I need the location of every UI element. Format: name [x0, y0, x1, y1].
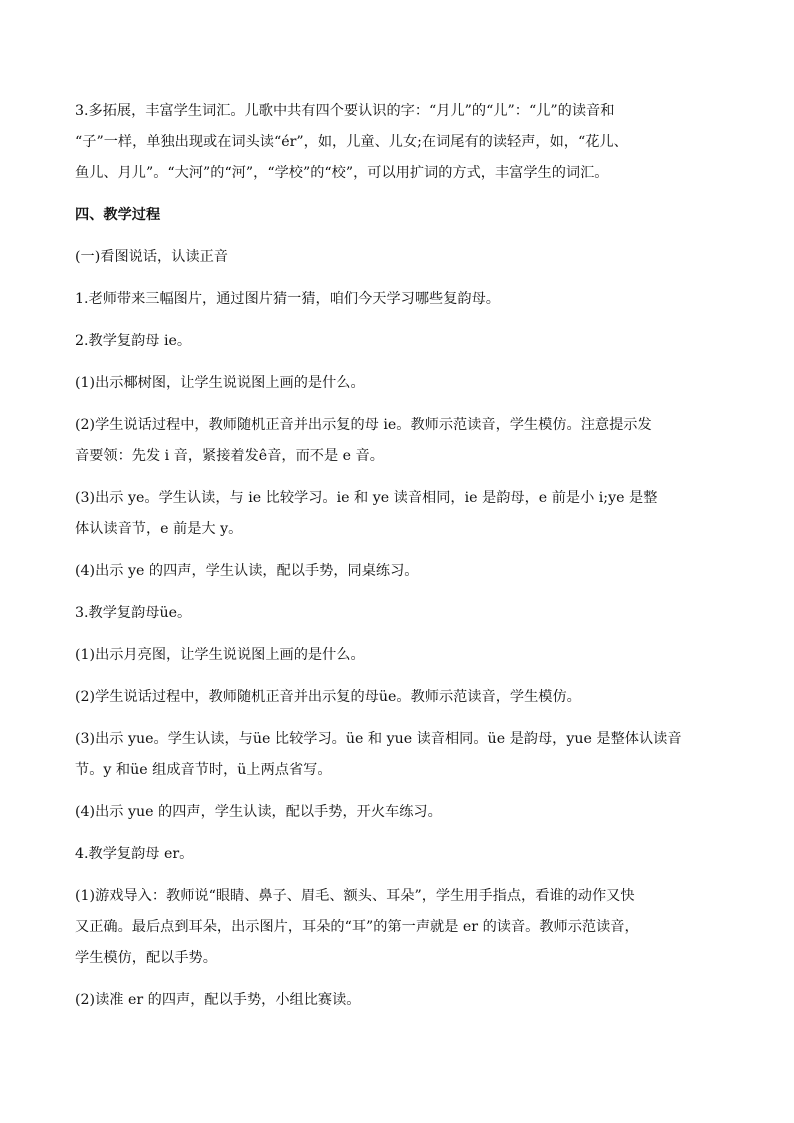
section-heading: [75, 200, 725, 231]
text-line: (1)出示月亮图，让学生说说图上画的是什么。: [75, 647, 365, 663]
paragraph: [75, 797, 725, 828]
paragraph: [75, 724, 725, 786]
document-page: [75, 96, 725, 1027]
text-line: 音要领：先发 i 音，紧接着发ê音，而不是 e 音。: [75, 448, 384, 464]
paragraph: [75, 556, 725, 587]
paragraph: [75, 483, 725, 545]
paragraph: [75, 410, 725, 472]
text-line: 体认读音节，e 前是大 y。: [75, 521, 243, 537]
paragraph: [75, 326, 725, 357]
paragraph: [75, 368, 725, 399]
text-line: (一)看图说话，认读正音: [75, 249, 228, 265]
text-line: (1)出示椰树图，让学生说说图上画的是什么。: [75, 375, 365, 391]
paragraph: [75, 640, 725, 671]
text-line: (2)学生说话过程中，教师随机正音并出示复的母üe。教师示范读音，学生模仿。: [75, 689, 581, 705]
paragraph: [75, 839, 725, 870]
text-line: 鱼儿、月儿”。“大河”的“河”，“学校”的“校”，可以用扩词的方式，丰富学生的词汇。: [75, 165, 609, 181]
paragraph: [75, 96, 725, 189]
text-line: 四、教学过程: [75, 207, 161, 223]
text-line: (2)读准 er 的四声，配以手势，小组比赛读。: [75, 992, 361, 1008]
paragraph: [75, 284, 725, 315]
text-line: 节。y 和üe 组成音节时，ü上两点省写。: [75, 762, 332, 778]
text-line: 学生模仿，配以手势。: [75, 950, 217, 966]
text-line: (2)学生说话过程中，教师随机正音并出示复的母 ie。教师示范读音，学生模仿。注意提示发: [75, 417, 652, 433]
paragraph: [75, 985, 725, 1016]
text-line: (1)游戏导入：教师说“眼睛、鼻子、眉毛、额头、耳朵”，学生用手指点，看谁的动作又快: [75, 888, 635, 904]
text-line: (4)出示 yue 的四声，学生认读，配以手势，开火车练习。: [75, 804, 442, 820]
text-line: 3.多拓展，丰富学生词汇。儿歌中共有四个要认识的字：“月儿”的“儿”：“儿”的读音和: [75, 103, 615, 119]
text-line: 1.老师带来三幅图片，通过图片猜一猜，咱们今天学习哪些复韵母。: [75, 291, 500, 307]
paragraph: [75, 682, 725, 713]
text-line: (3)出示 yue。学生认读，与üe 比较学习。üe 和 yue 读音相同。üe 是韵母，yue 是整体认读音: [75, 731, 682, 747]
text-line: 3.教学复韵母üe。: [75, 605, 192, 621]
text-line: 2.教学复韵母 ie。: [75, 333, 192, 349]
paragraph: [75, 881, 725, 974]
text-line: 4.教学复韵母 er。: [75, 846, 194, 862]
text-line: (4)出示 ye 的四声，学生认读，配以手势，同桌练习。: [75, 563, 419, 579]
paragraph: [75, 598, 725, 629]
text-line: “子”一样，单独出现或在词头读“ér”，如，儿童、儿女;在词尾有的读轻声，如，“花儿、: [75, 134, 628, 150]
text-line: (3)出示 ye。学生认读，与 ie 比较学习。ie 和 ye 读音相同，ie 是韵母，e 前是小 i;ye 是整: [75, 490, 658, 506]
text-line: 又正确。最后点到耳朵，出示图片，耳朵的“耳”的第一声就是 er 的读音。教师示范读音，: [75, 919, 639, 935]
paragraph: [75, 242, 725, 273]
